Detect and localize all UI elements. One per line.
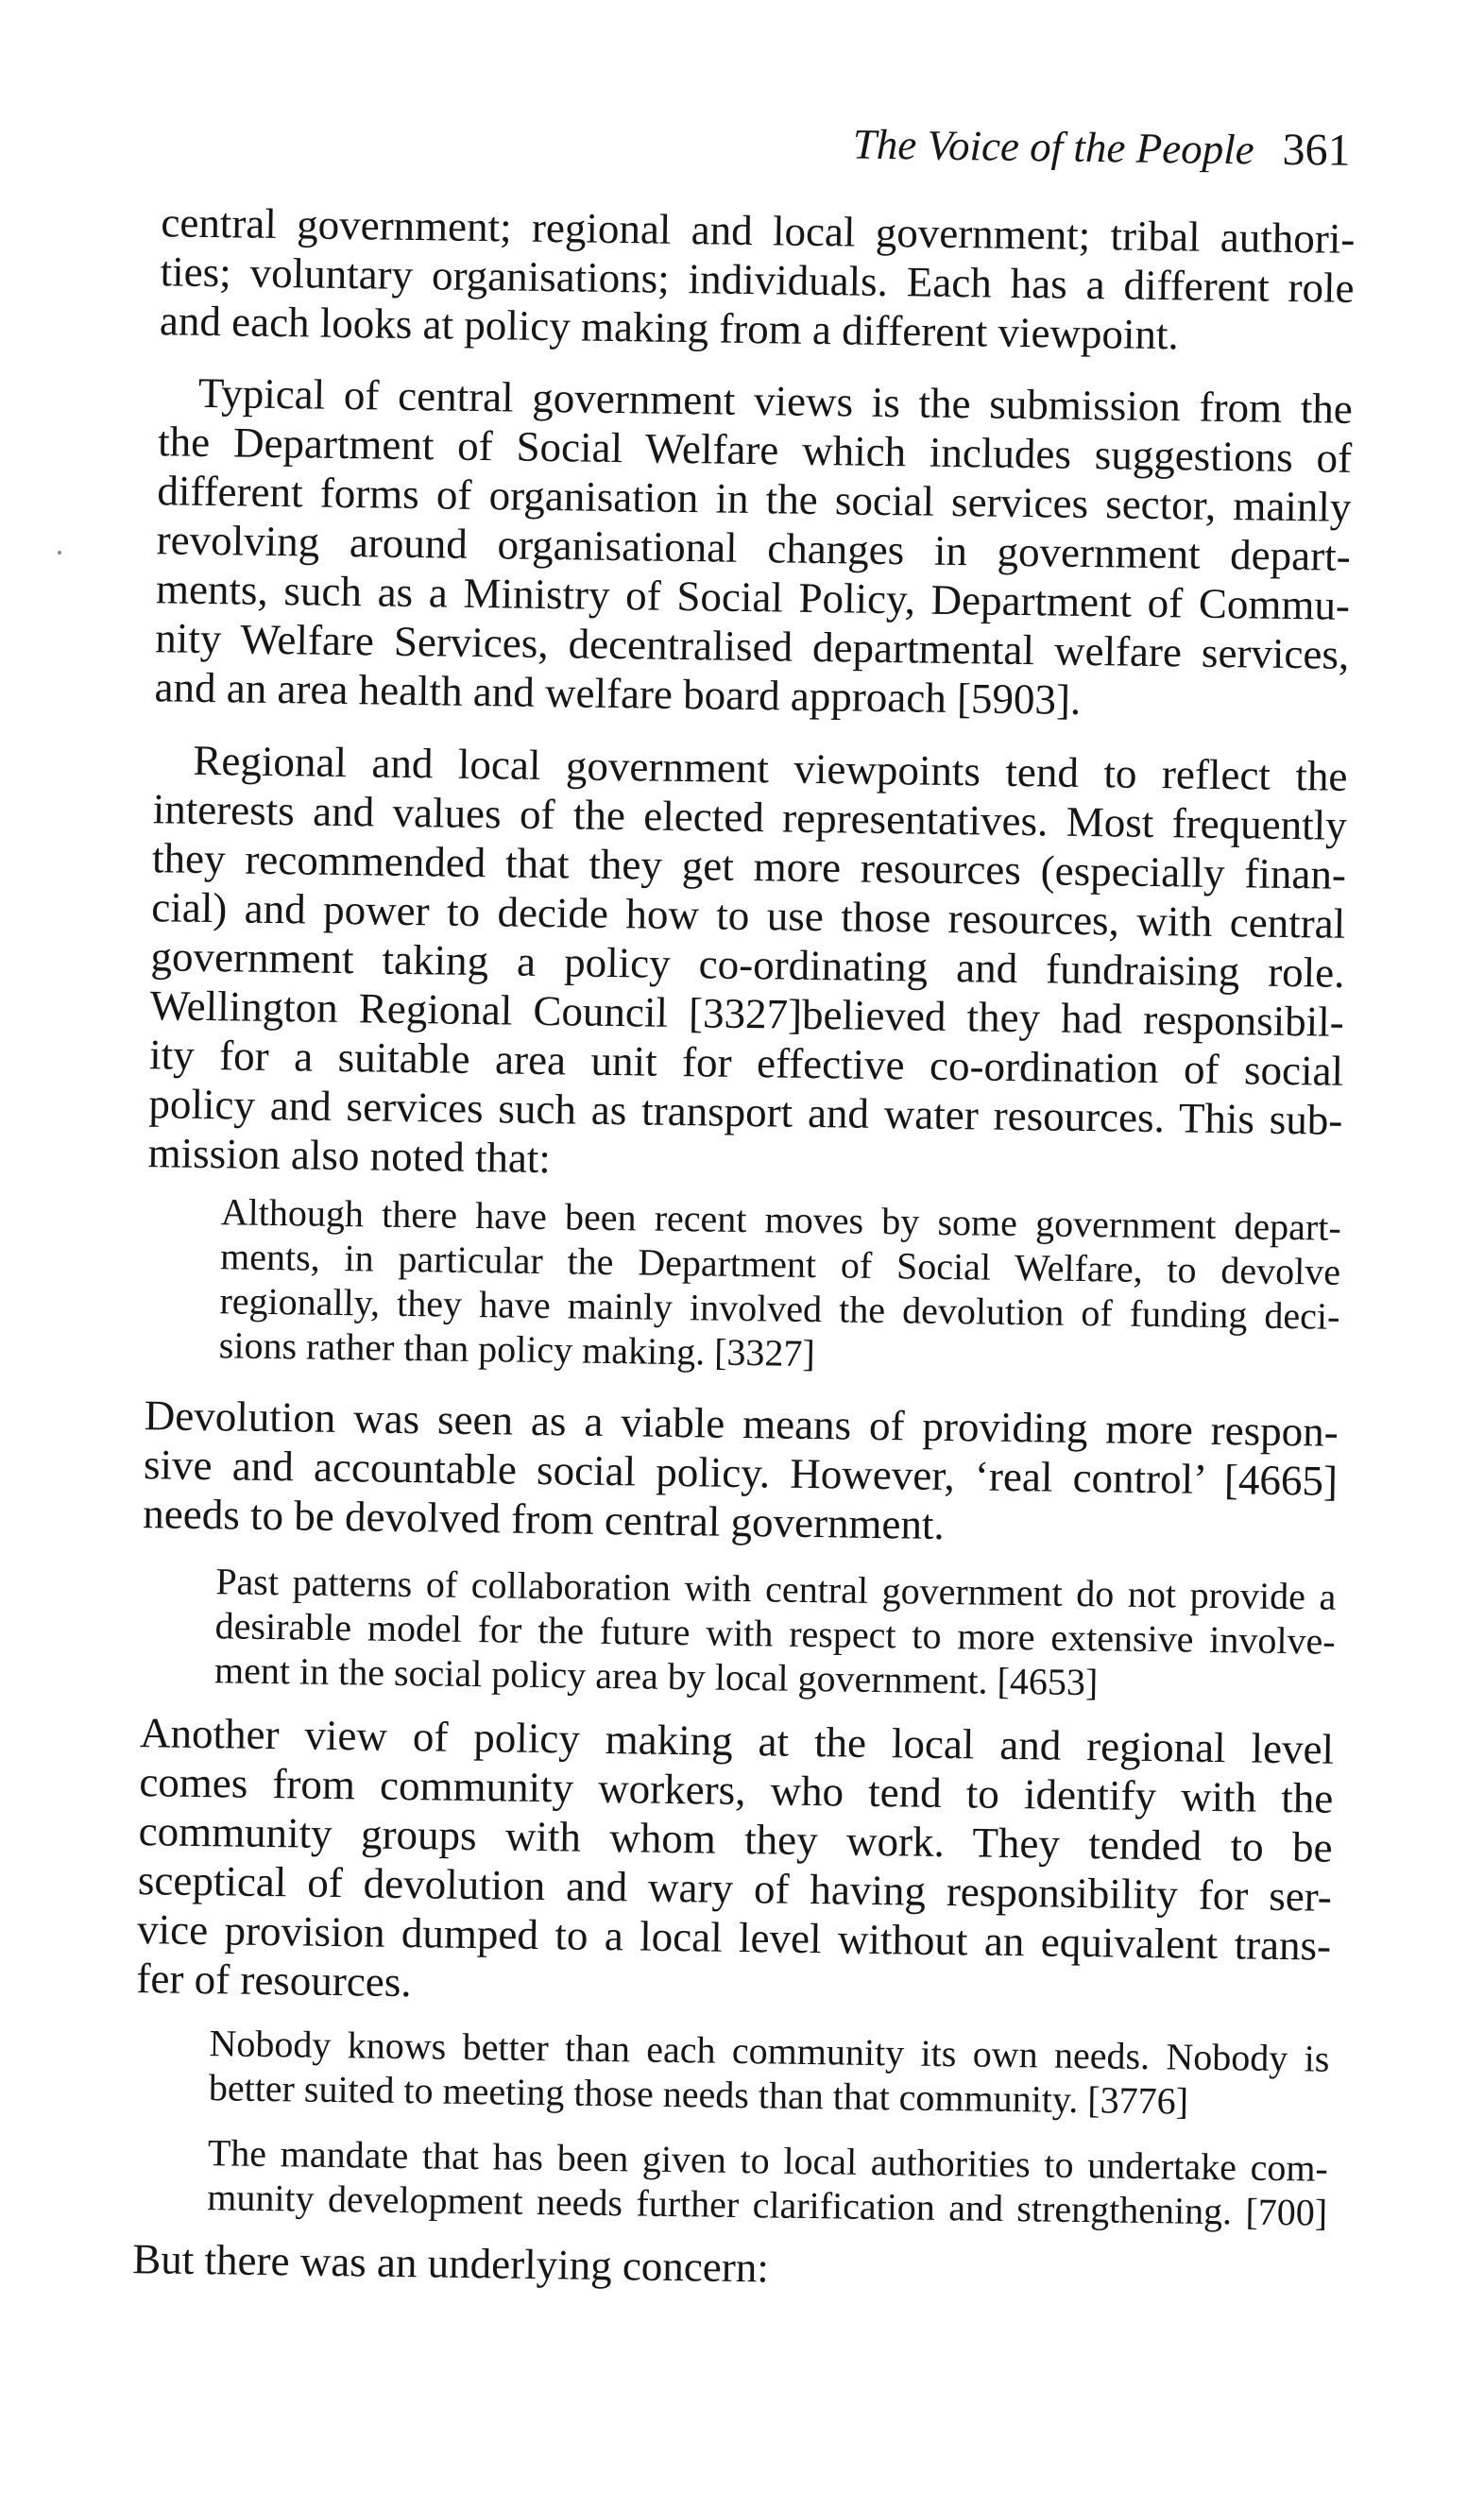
scan-speck — [58, 551, 61, 555]
text-line: cial) and power to decide how to use those resources, with central — [150, 883, 1346, 948]
text-line: sive and accountable social policy. However, ‘real control’ [4665] — [143, 1441, 1339, 1505]
quote-line: regionally, they have mainly involved the devolution of funding deci- — [219, 1279, 1340, 1338]
quote-line: desirable model for the future with respect to more extensive involve- — [214, 1604, 1336, 1663]
quote-line: Past patterns of collaboration with central government do not provide a — [215, 1560, 1337, 1618]
paragraph-6 — [132, 2234, 1327, 2300]
quote-line: sions rather than policy making. [3327] — [218, 1323, 816, 1375]
text-line: ments, such as a Ministry of Social Policy, Department of Commu- — [155, 565, 1351, 629]
text-line: Regional and local government viewpoints tend to reflect the — [193, 736, 1348, 800]
block-quote-2 — [214, 1559, 1337, 1708]
text-line: fer of resources. — [136, 1955, 412, 2006]
text-line: Typical of central government views is the submission from the — [197, 368, 1354, 433]
text-line: and each looks at policy making from a different viewpoint. — [159, 297, 1180, 359]
block-quote-1 — [219, 1189, 1342, 1383]
text-line: Another view of policy making at the local and regional level — [139, 1709, 1335, 1773]
text-line: community groups with whom they work. They tended to be — [138, 1807, 1333, 1871]
paragraph-4 — [143, 1391, 1339, 1555]
block-quote-4 — [207, 2130, 1328, 2235]
text-line: comes from community workers, who tend to identify with the — [139, 1758, 1334, 1822]
text-line: sceptical of devolution and wary of having responsibility for ser- — [137, 1856, 1333, 1921]
text-line: ties; voluntary organisations; individuals. Each has a different role — [160, 248, 1355, 312]
running-head — [852, 119, 1351, 175]
text-line: nity Welfare Services, decentralised departmental welfare services, — [154, 614, 1350, 678]
text-line: central government; regional and local government; tribal authori- — [161, 198, 1356, 263]
text-column — [132, 95, 1356, 2313]
running-head-title: The Voice of the People — [852, 120, 1254, 174]
text-line: and an area health and welfare board approach [5903]. — [154, 663, 1082, 724]
text-line: revolving around organisational changes in government depart- — [156, 516, 1351, 580]
text-line: vice provision dumped to a local level without an equivalent trans- — [136, 1905, 1332, 1970]
text-line: they recommended that they get more resources (especially finan- — [151, 834, 1347, 898]
quote-line: better suited to meeting those needs than that community. [3776] — [208, 2066, 1189, 2123]
quote-line: Nobody knows better than each community its own needs. Nobody is — [209, 2022, 1330, 2080]
text-line: interests and values of the elected representatives. Most frequently — [152, 785, 1348, 849]
paragraph-2 — [154, 367, 1353, 728]
text-line: policy and services such as transport and water resources. This sub- — [148, 1080, 1343, 1144]
block-quote-3 — [209, 2021, 1330, 2126]
quote-line: munity development needs further clarification and strengthening. [700] — [206, 2176, 1328, 2234]
text-line: needs to be devolved from central government. — [143, 1490, 946, 1548]
text-line: But there was an underlying concern: — [132, 2235, 770, 2292]
text-line: Devolution was seen as a viable means of providing more respon- — [144, 1392, 1339, 1456]
quote-line: The mandate that has been given to local authorities to undertake com- — [207, 2131, 1329, 2190]
text-line: mission also noted that: — [147, 1129, 552, 1183]
text-line: ity for a suitable area unit for effective co-ordination of social — [148, 1031, 1344, 1095]
text-line: Wellington Regional Council [3327]believed they had responsibil- — [149, 982, 1345, 1046]
page-number: 361 — [1282, 124, 1352, 176]
paragraph-1 — [160, 197, 1356, 362]
text-line: the Department of Social Welfare which includes suggestions of — [157, 418, 1353, 482]
quote-line: ment in the social policy area by local government. [4653] — [213, 1648, 1099, 1704]
paragraph-3 — [147, 735, 1347, 1194]
text-line: different forms of organisation in the social services sector, mainly — [157, 467, 1352, 531]
text-line: government taking a policy co-ordinating and fundraising role. — [150, 932, 1345, 997]
quote-line: Although there have been recent moves by some government depart- — [220, 1190, 1342, 1249]
quote-line: ments, in particular the Department of Social Welfare, to devolve — [219, 1235, 1341, 1293]
paragraph-5 — [136, 1708, 1334, 2020]
